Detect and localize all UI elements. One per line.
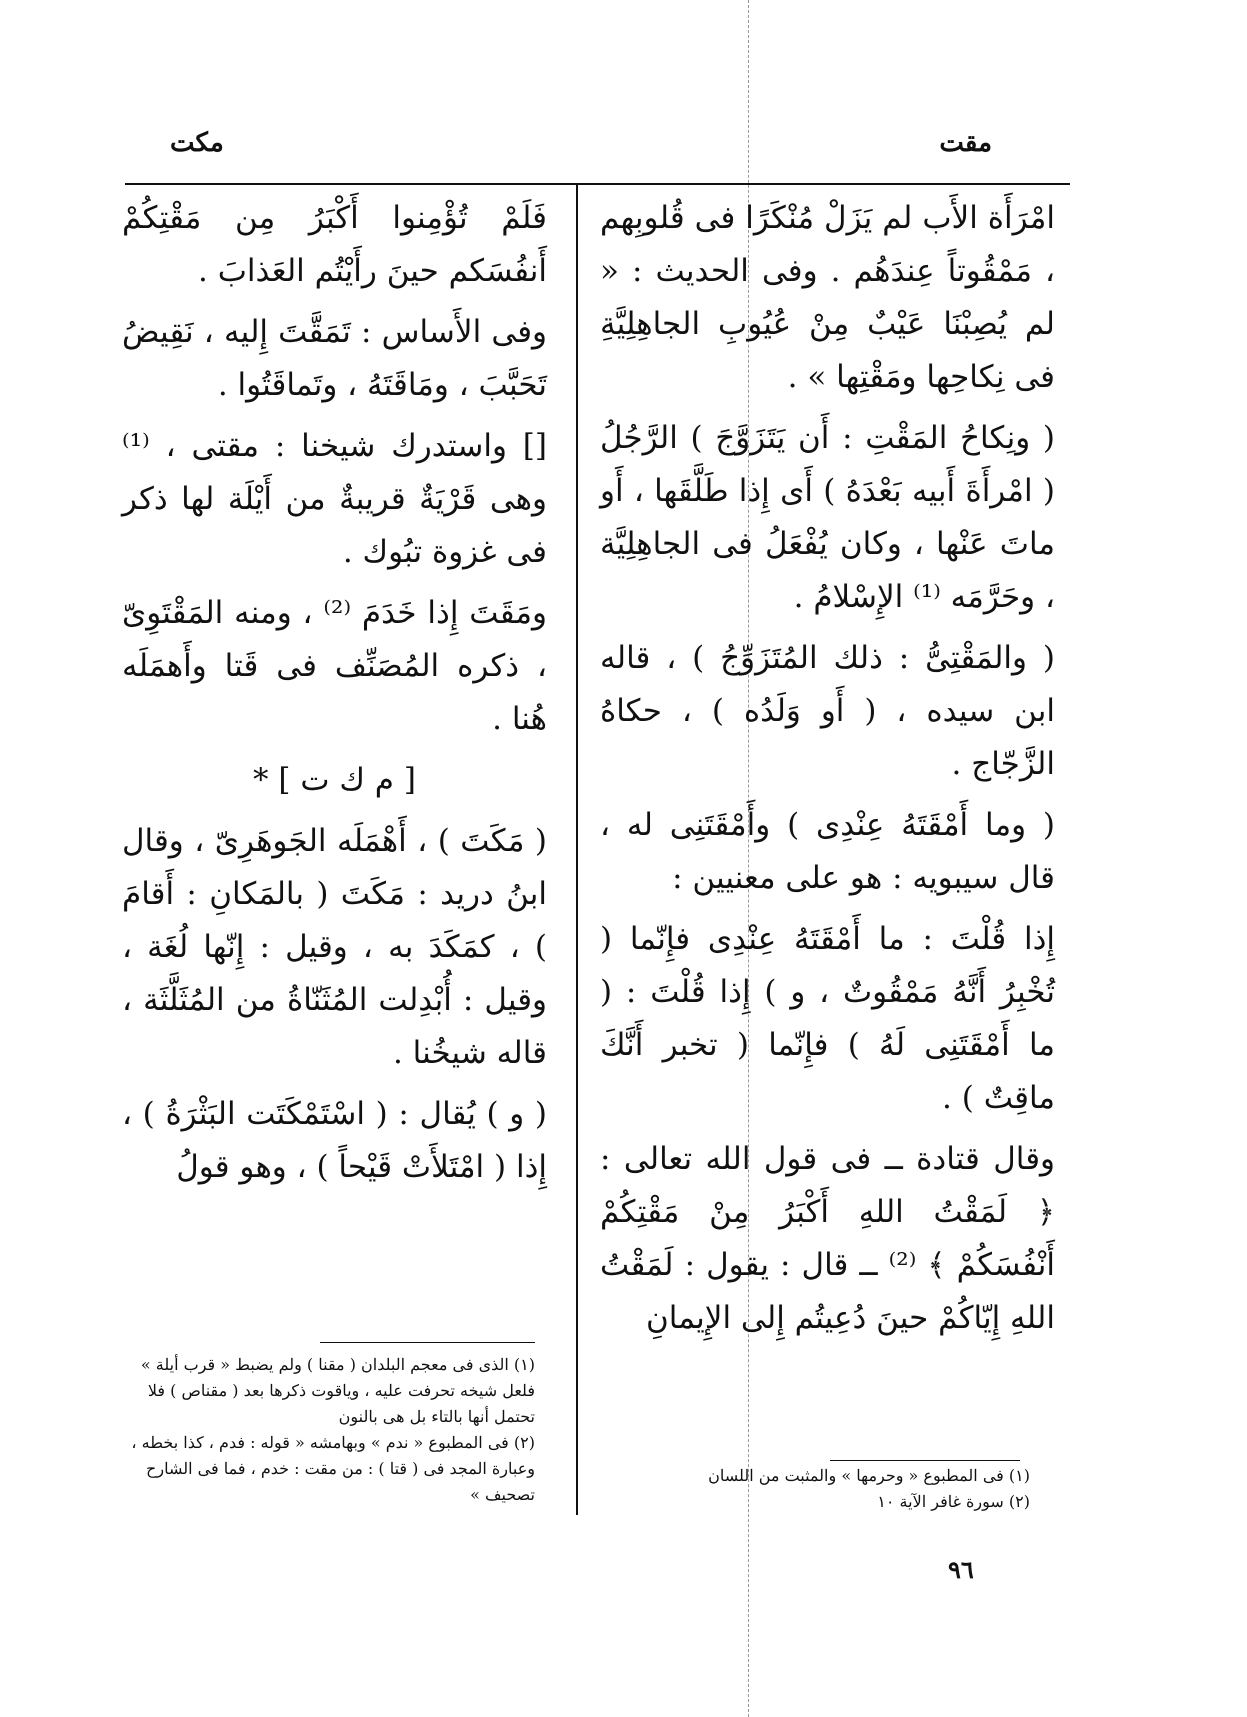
page-number: ٩٦: [948, 1555, 974, 1584]
paragraph: ومَقَتَ إِذا خَدَمَ ⁽²⁾ ، ومنه المَقْتَوِىّ ، ذكره المُصَنِّف فى قَتا وأَهمَلَه هُنا .: [122, 595, 547, 737]
footnote-rule-left: [320, 1342, 535, 1343]
paragraph: وقال قتادة ــ فى قول الله تعالى : ﴿ لَمَقْتُ اللهِ أَكْبَرُ مِنْ مَقْتِكُمْ أَنْفُسَكُمْ ﴾ ⁽²⁾ ــ قال : يقول : لَمَقْتُ اللهِ إِيّاكُمْ حينَ دُعِيتُم إِلى الإِيمانِ: [600, 1141, 1055, 1336]
paragraph: ( مَكَتَ ) ، أَهْمَلَه الجَوهَرِىّ ، وقال ابنُ دريد : مَكَتَ ( بالمَكانِ : أَقامَ ) ، كمَكَدَ به ، وقيل : إِنّها لُغَة ، وقيل : أُبْدِلت المُثَنّاةُ من المُثَلَّثَة ، قاله شيخُنا .: [122, 823, 547, 1071]
footnotes-left: [120, 1352, 535, 1508]
running-head-left: مكت: [170, 128, 224, 158]
paragraph: إِذا قُلْتَ : ما أَمْقَتَهُ عِنْدِى فإِنّما ( تُخْبِرُ أَنَّهُ مَمْقُوتٌ ، و ) إِذا قُلْتَ : ( ما أَمْقَتَنِى لَهُ ) فإِنّما ( تخبر أَنَّكَ ماقِتٌ ) .: [600, 921, 1055, 1116]
paragraph: امْرَأَة الأَب لم يَزَلْ مُنْكَرًا فى قُلوبِهم ، مَمْقُوتاً عِندَهُم . وفى الحديث : « لم يُصِبْنَا عَيْبٌ مِنْ عُيُوبِ الجاهِلِيَّةِ فى نِكاحِها ومَقْتِها » .: [600, 200, 1055, 395]
footnote: (١) الذى فى معجم البلدان ( مقنا ) ولم يضبط « قرب أيلة » فلعل شيخه تحرفت عليه ، وياقوت ذكرها بعد ( مقناص ) فلا تحتمل أنها بالتاء بل هى بالنون: [140, 1355, 535, 1426]
footnotes-right: [660, 1463, 1030, 1515]
footnote: (١) فى المطبوع « وحرمها » والمثبت من اللسان: [708, 1466, 1030, 1485]
column-divider: [576, 185, 578, 1515]
paragraph: [] واستدرك شيخنا : مقتى ، ⁽¹⁾ وهى قَرْيَةٌ قريبةٌ من أَيْلَة لها ذكر فى غزوة تبُوك .: [122, 428, 547, 570]
running-head-right: مقت: [939, 128, 992, 158]
paragraph: ( و ) يُقال : ( اسْتَمْكَتَت البَثْرَةُ ) ، إِذا ( امْتَلأَتْ قَيْحاً ) ، وهو قولُ: [122, 1096, 547, 1185]
paragraph: فَلَمْ تُؤْمِنوا أَكْبَرُ مِن مَقْتِكُمْ أَنفُسَكم حينَ رأَيْتُم العَذابَ .: [122, 200, 547, 289]
left-column: [122, 192, 547, 1202]
paragraph: ( وما أَمْقَتَهُ عِنْدِى ) وأَمْقَتَنِى له ، قال سيبويه : هو على معنيين :: [600, 807, 1055, 896]
right-column: [600, 192, 1055, 1353]
paragraph: ( ونِكاحُ المَقْتِ : أَن يَتَزَوَّجَ ) الرَّجُلُ ( امْرأَةَ أَبيه بَعْدَهُ ) أَى إِذا طَلَّقَها ، أَو ماتَ عَنْها ، وكان يُفْعَلُ فى الجاهِلِيَّة ، وحَرَّمَه ⁽¹⁾ الإِسْلامُ .: [600, 420, 1055, 615]
header-rule: [125, 183, 1070, 185]
paragraph: وفى الأَساس : تَمَقَّتَ إِليه ، نَقِيضُ تَحَبَّبَ ، ومَاقَتَهُ ، وتَماقَتُوا .: [122, 314, 547, 403]
entry-heading: [ م ك ت ] *: [253, 762, 416, 798]
footnote: (٢) سورة غافر الآية ١٠: [877, 1492, 1030, 1511]
paragraph: ( والمَقْتِىُّ : ذلك المُتَزَوِّجُ ) ، قاله ابن سيده ، ( أَو وَلَدُه ) ، حكاهُ الزَّجّاج .: [600, 640, 1055, 782]
footnote-rule-right: [830, 1460, 1020, 1461]
footnote: (٢) فى المطبوع « ندم » وبهامشه « قوله : فدم ، كذا بخطه ، وعبارة المجد فى ( قتا ) : من مقت : خدم ، فما فى الشارح تصحيف »: [131, 1433, 535, 1504]
